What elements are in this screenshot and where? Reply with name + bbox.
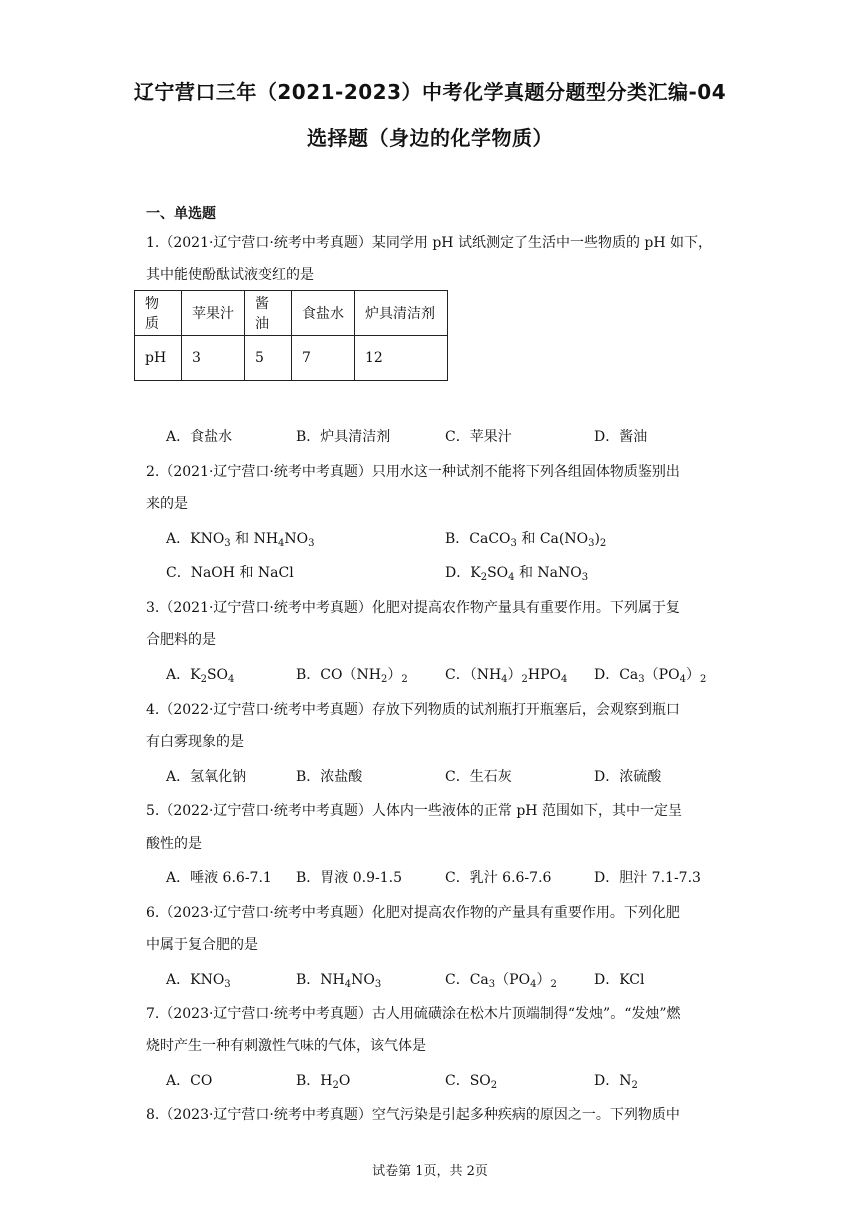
question-3-option-a: A．$K_2SO_4$ [166, 667, 235, 685]
question-2-option-d: D．$K_2SO_4$ 和 NaNO$_3$ [445, 565, 589, 583]
question-7-option-a: A．CO [166, 1073, 213, 1089]
question-1-stem-line1: 1.（2021·辽宁营口·统考中考真题）某同学用 pH 试纸测定了生活中一些物质的 pH 如下， [146, 235, 713, 251]
question-7-option-c: C．$SO_2$ [445, 1073, 498, 1091]
question-4-option-b: B．浓盐酸 [296, 769, 363, 785]
question-4-stem-line1: 4.（2022·辽宁营口·统考中考真题）存放下列物质的试剂瓶打开瓶塞后，会观察到瓶口 [146, 702, 680, 718]
question-6-option-c: C．$Ca_3(PO_4)_2$ [445, 972, 557, 990]
table-cell: 12 [355, 336, 448, 381]
table-row [135, 291, 448, 336]
question-1-option-d: D．酱油 [594, 429, 648, 445]
table-row [135, 336, 448, 381]
page-footer: 试卷第 1页，共 2页 [372, 1164, 488, 1179]
ph-table [134, 290, 448, 381]
question-3-option-c: C．$(NH_4)_2HPO_4$ [445, 667, 568, 685]
question-7-stem-line1: 7.（2023·辽宁营口·统考中考真题）古人用硫磺涂在松木片顶端制得“发烛”。“发烛”燃 [146, 1006, 681, 1022]
table-cell: pH [135, 336, 182, 381]
document-title-line1: 辽宁营口三年（2021-2023）中考化学真题分题型分类汇编-04 [133, 80, 727, 104]
question-3-stem-line1: 3.（2021·辽宁营口·统考中考真题）化肥对提高农作物产量具有重要作用。下列属于复 [146, 600, 680, 616]
question-3-option-b: B．$CO(NH_2)_2$ [296, 667, 408, 685]
question-7-stem-line2: 烧时产生一种有刺激性气味的气体，该气体是 [146, 1038, 426, 1054]
question-1-option-c: C．苹果汁 [445, 429, 512, 445]
question-2-stem-line2: 来的是 [146, 496, 188, 512]
question-4-option-a: A．氢氧化钠 [166, 769, 247, 785]
question-6-option-a: A．$KNO_3$ [166, 972, 231, 990]
question-4-option-c: C．生石灰 [445, 769, 512, 785]
question-5-option-c: C．乳汁 6.6-7.6 [445, 870, 552, 886]
table-cell: 7 [292, 336, 355, 381]
section-heading: 一、单选题 [146, 206, 216, 222]
question-4-stem-line2: 有白雾现象的是 [146, 734, 244, 750]
document-title-line2: 选择题（身边的化学物质） [307, 126, 553, 150]
table-header-cell: 食盐水 [292, 291, 355, 336]
table-header-cell: 苹果汁 [182, 291, 245, 336]
question-2-option-a: A．$KNO_3$ 和 $NH_4NO_3$ [166, 531, 315, 549]
table-header-cell: 酱油 [245, 291, 292, 336]
question-3-stem-line2: 合肥料的是 [146, 632, 216, 648]
question-1-stem-line2: 其中能使酚酞试液变红的是 [146, 267, 314, 283]
question-2-option-b: B．CaCO$_3$ 和 $Ca(NO_3)_2$ [445, 531, 607, 549]
question-5-stem-line2: 酸性的是 [146, 836, 202, 852]
question-2-stem-line1: 2.（2021·辽宁营口·统考中考真题）只用水这一种试剂不能将下列各组固体物质鉴别出 [146, 464, 680, 480]
question-5-stem-line1: 5.（2022·辽宁营口·统考中考真题）人体内一些液体的正常 pH 范围如下，其中一定呈 [146, 803, 682, 819]
question-6-stem-line1: 6.（2023·辽宁营口·统考中考真题）化肥对提高农作物的产量具有重要作用。下列化肥 [146, 905, 680, 921]
question-5-option-d: D．胆汁 7.1-7.3 [594, 870, 701, 886]
question-5-option-a: A．唾液 6.6-7.1 [166, 870, 272, 886]
question-1-option-b: B．炉具清洁剂 [296, 429, 391, 445]
question-7-option-b: B．$H_2O$ [296, 1073, 351, 1091]
table-header-cell: 物质 [135, 291, 182, 336]
question-2-option-c: C．NaOH 和 NaCl [166, 565, 294, 581]
question-6-option-d: D．KCl [594, 972, 645, 988]
question-7-option-d: D．$N_2$ [594, 1073, 638, 1091]
table-cell: 5 [245, 336, 292, 381]
question-4-option-d: D．浓硫酸 [594, 769, 662, 785]
question-3-option-d: D．$Ca_3(PO_4)_2$ [594, 667, 707, 685]
table-cell: 3 [182, 336, 245, 381]
question-6-option-b: B．$NH_4NO_3$ [296, 972, 382, 990]
question-8-stem-line1: 8.（2023·辽宁营口·统考中考真题）空气污染是引起多种疾病的原因之一。下列物质中 [146, 1107, 680, 1123]
question-5-option-b: B．胃液 0.9-1.5 [296, 870, 402, 886]
table-header-cell: 炉具清洁剂 [355, 291, 448, 336]
question-6-stem-line2: 中属于复合肥的是 [146, 937, 258, 953]
question-1-option-a: A．食盐水 [166, 429, 233, 445]
